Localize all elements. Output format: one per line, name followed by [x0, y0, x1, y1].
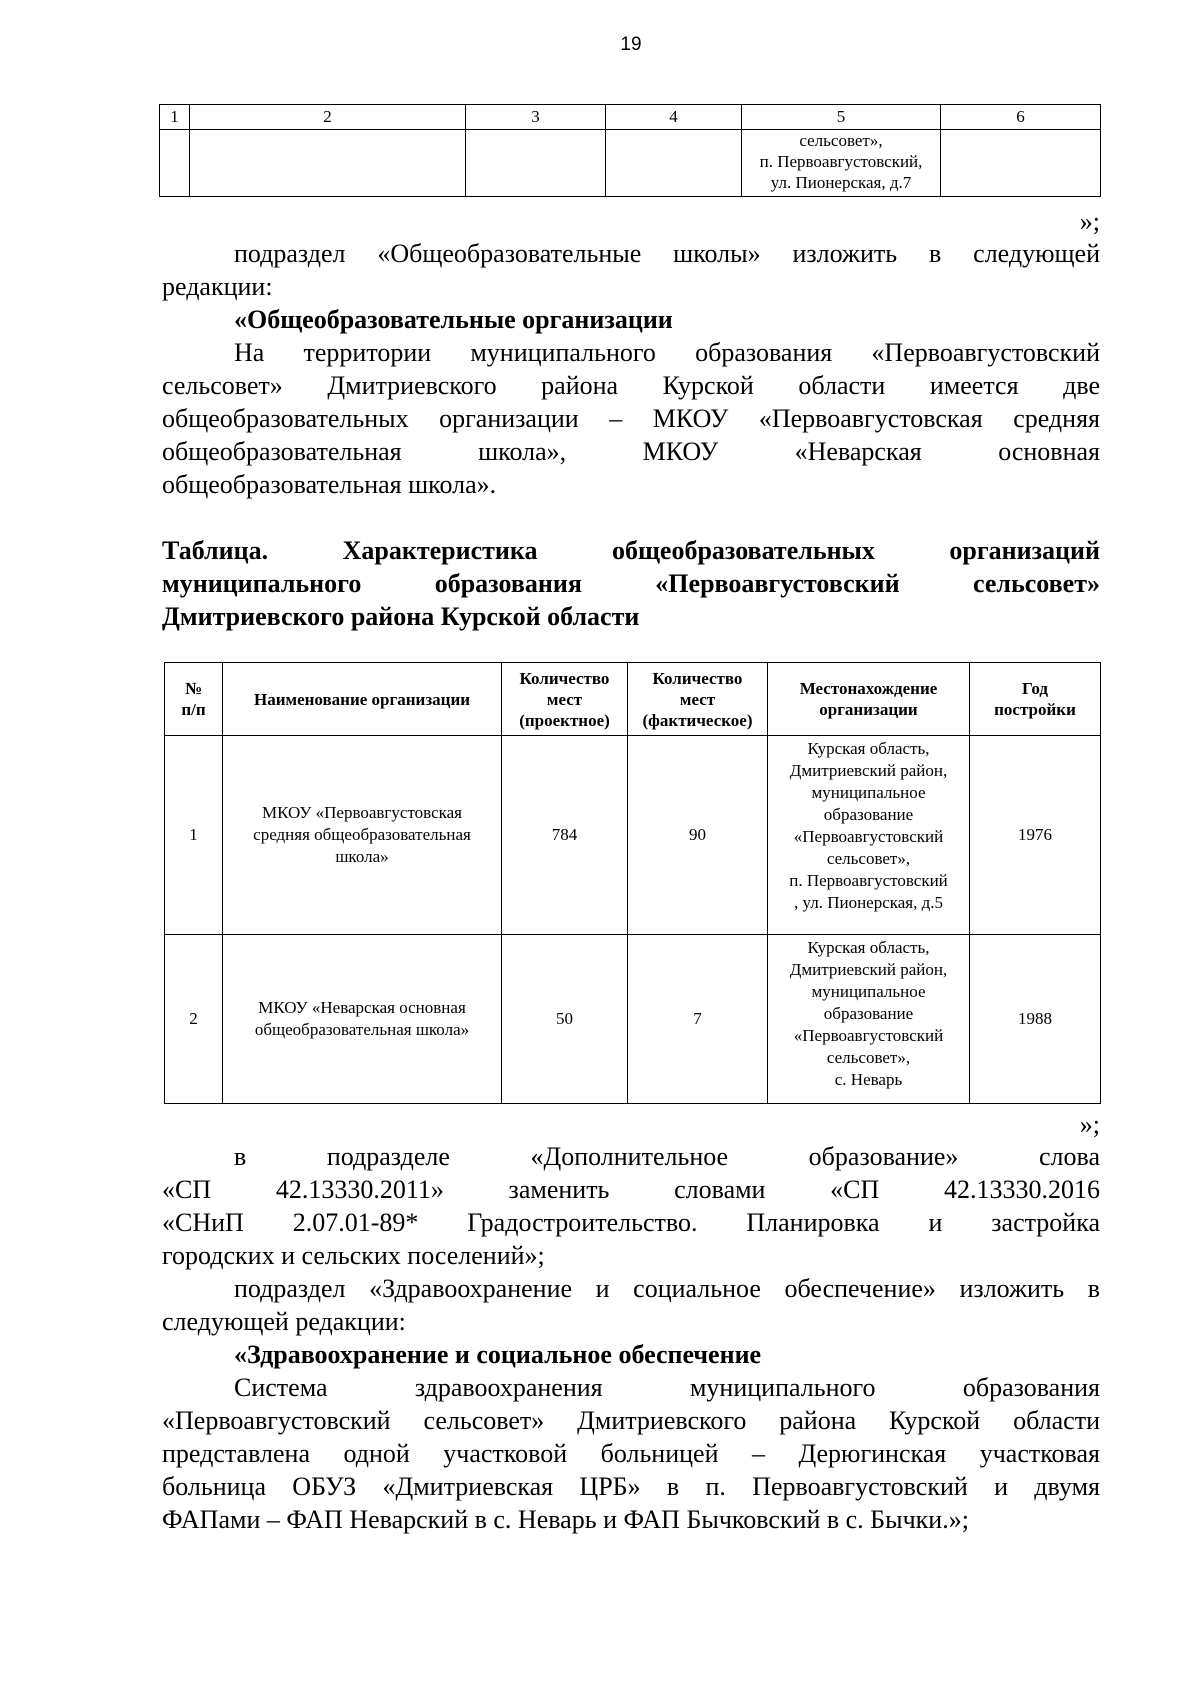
table-cell [190, 130, 466, 197]
column-number-row [160, 105, 1101, 130]
paragraph-healthcare-description: Система здравоохранения муниципального образования «Первоавгустовский сельсовет» Дмитриевского района Курской области представлена одной участковой больницей – Дерюгинская участковая больница ОБУЗ «Дмитриевская ЦРБ» в п. Первоавгустовский и двумя ФАПами – ФАП Неварский в с. Неварь и ФАП Бычковский в с. Бычки.»; [162, 1373, 1100, 1534]
paragraph-healthcare-intro: подраздел «Здравоохранение и социальное обеспечение» изложить в следующей редакции: [162, 1274, 1100, 1336]
paragraph-additional-education: в подразделе «Дополнительное образование» слова «СП 42.13330.2011» заменить словами «СП 42.13330.2016 «СНиП 2.07.01-89* Градостроительство. Планировка и застройка городских и сельских поселений»; [162, 1142, 1100, 1270]
address-cell: сельсовет», п. Первоавгустовский, ул. Пионерская, д.7 [742, 130, 941, 197]
organization-location: Курская область, Дмитриевский район, муниципальное образование «Первоавгустовский сельсовет», с. Неварь [768, 935, 970, 1104]
closing-quote: »; [1079, 207, 1100, 236]
build-year: 1976 [970, 736, 1101, 935]
column-number: 3 [466, 105, 606, 130]
closing-quote: »; [1079, 1110, 1100, 1139]
table-row [165, 736, 1101, 935]
row-number: 2 [165, 935, 223, 1104]
column-number: 2 [190, 105, 466, 130]
page-number: 19 [620, 34, 642, 55]
header-name: Наименование организации [223, 663, 502, 736]
row-number: 1 [165, 736, 223, 935]
column-number: 5 [742, 105, 941, 130]
paragraph-schools-intro: подраздел «Общеобразовательные школы» изложить в следующей редакции: [162, 239, 1100, 301]
header-actual-capacity: Количество мест (фактическое) [628, 663, 768, 736]
actual-capacity: 7 [628, 935, 768, 1104]
table-row [165, 935, 1101, 1104]
table-row [160, 130, 1101, 197]
actual-capacity: 90 [628, 736, 768, 935]
table-cell [606, 130, 742, 197]
header-number: № п/п [165, 663, 223, 736]
column-number: 4 [606, 105, 742, 130]
organization-name: МКОУ «Неварская основная общеобразовательная школа» [223, 935, 502, 1104]
organization-location: Курская область, Дмитриевский район, муниципальное образование «Первоавгустовский сельсовет», п. Первоавгустовский , ул. Пионерская, д.5 [768, 736, 970, 935]
header-design-capacity: Количество мест (проектное) [502, 663, 628, 736]
table-cell [160, 130, 190, 197]
table-header-row [165, 663, 1101, 736]
header-year: Год постройки [970, 663, 1101, 736]
design-capacity: 784 [502, 736, 628, 935]
header-location: Местонахождение организации [768, 663, 970, 736]
design-capacity: 50 [502, 935, 628, 1104]
heading-healthcare: «Здравоохранение и социальное обеспечение [234, 1340, 762, 1369]
column-number: 6 [941, 105, 1101, 130]
table-cell [941, 130, 1101, 197]
column-number: 1 [160, 105, 190, 130]
heading-general-education: «Общеобразовательные организации [234, 305, 673, 334]
paragraph-schools-description: На территории муниципального образования «Первоавгустовский сельсовет» Дмитриевского района Курской области имеется две общеобразовательных организации – МКОУ «Первоавгустовская средняя общеобразовательная школа», МКОУ «Неварская основная общеобразовательная школа». [162, 338, 1100, 499]
continuation-table [159, 104, 1101, 197]
organization-name: МКОУ «Первоавгустовская средняя общеобразовательная школа» [223, 736, 502, 935]
table-cell [466, 130, 606, 197]
schools-table [164, 662, 1101, 1104]
build-year: 1988 [970, 935, 1101, 1104]
table-caption: Таблица. Характеристика общеобразовательных организаций муниципального образования «Первоавгустовский сельсовет» Дмитриевского района Курской области [162, 536, 1100, 631]
